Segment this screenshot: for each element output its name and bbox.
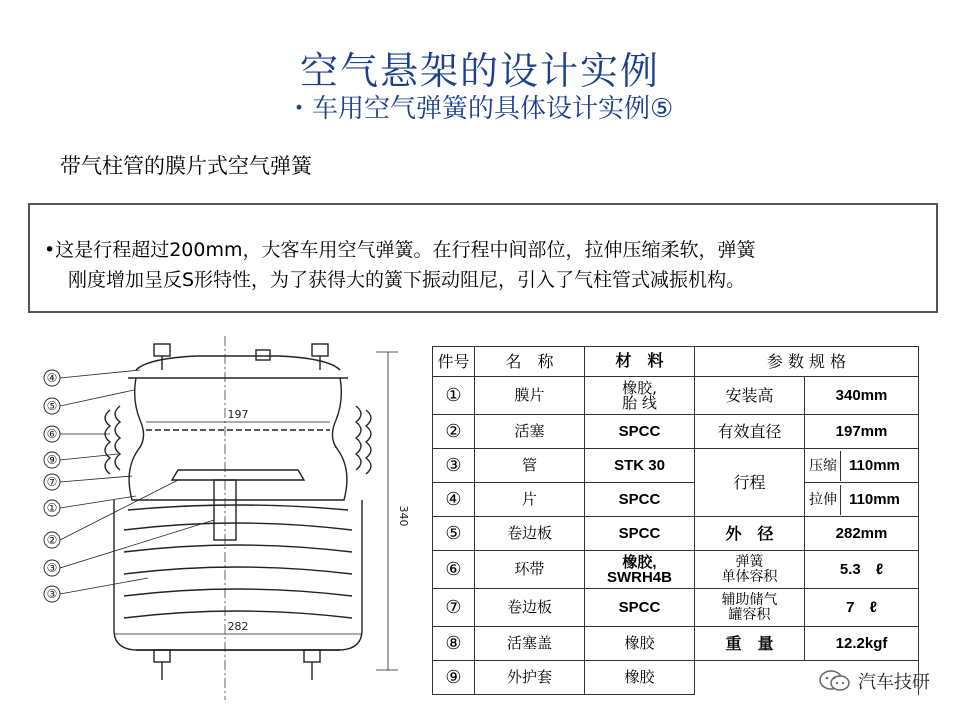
spec-table [432,346,919,695]
header-name: 名 称 [475,347,585,377]
table-row: ⑦ 卷边板 SPCC 辅助储气 罐容积 7 ℓ [433,589,919,627]
table-row: ① 膜片 橡胶, 胎 线 安装高 340mm [433,377,919,415]
stroke-compression-value: 110mm [849,456,900,474]
callout-6: ⑥ [46,427,58,441]
slide-subtitle: ・车用空气弹簧的具体设计实例⑤ [286,94,674,124]
table-row: ⑥ 环带 橡胶, SWRH4B 弹簧 单体容积 5.3 ℓ [433,551,919,589]
header-material: 材 料 [585,347,695,377]
callout-4: ④ [46,371,58,385]
callout-5: ⑤ [46,399,58,413]
callout-1: ① [46,501,58,515]
description-line-1: •这是行程超过200mm，大客车用空气弹簧。在行程中间部位，拉伸压缩柔软，弹簧 [44,239,756,261]
callout-3a: ③ [46,561,58,575]
callout-3b: ③ [46,587,58,601]
dimension-top: 197 [227,408,249,421]
callout-7: ⑦ [46,475,58,489]
table-row: ⑧ 活塞盖 橡胶 重 量 12.2kgf [433,627,919,661]
watermark [818,668,930,694]
table-row: ⑤ 卷边板 SPCC 外 径 282mm [433,517,919,551]
stroke-extension-value: 110mm [849,490,900,508]
air-spring-drawing [28,330,420,710]
table-row: ④ 片 SPCC 拉伸 110mm [433,483,919,517]
description-line-2: 刚度增加呈反S形特性，为了获得大的簧下振动阻尼，引入了气柱管式减振机构。 [68,269,746,291]
drawing-caption: 带气柱管的膜片式空气弹簧 [60,154,312,178]
callout-9: ⑨ [46,453,58,467]
callout-2: ② [46,533,58,547]
table-row: ② 活塞 SPCC 有效直径 197mm [433,415,919,449]
header-part-no: 件号 [433,347,475,377]
stroke-compression-label: 压缩 [809,451,841,481]
table-row: ③ 管 STK 30 行程 压缩 110mm [433,449,919,483]
wechat-icon [818,669,852,693]
dimension-bottom: 282 [227,620,249,633]
header-params: 参 数 规 格 [695,347,919,377]
watermark-text: 汽车技研 [858,672,930,693]
stroke-extension-label: 拉伸 [809,485,841,515]
slide-title: 空气悬架的设计实例 [299,49,660,93]
table-row: ⑨ 外护套 橡胶 [433,661,919,695]
dimension-height: 340 [397,505,410,527]
description-box [28,203,938,313]
